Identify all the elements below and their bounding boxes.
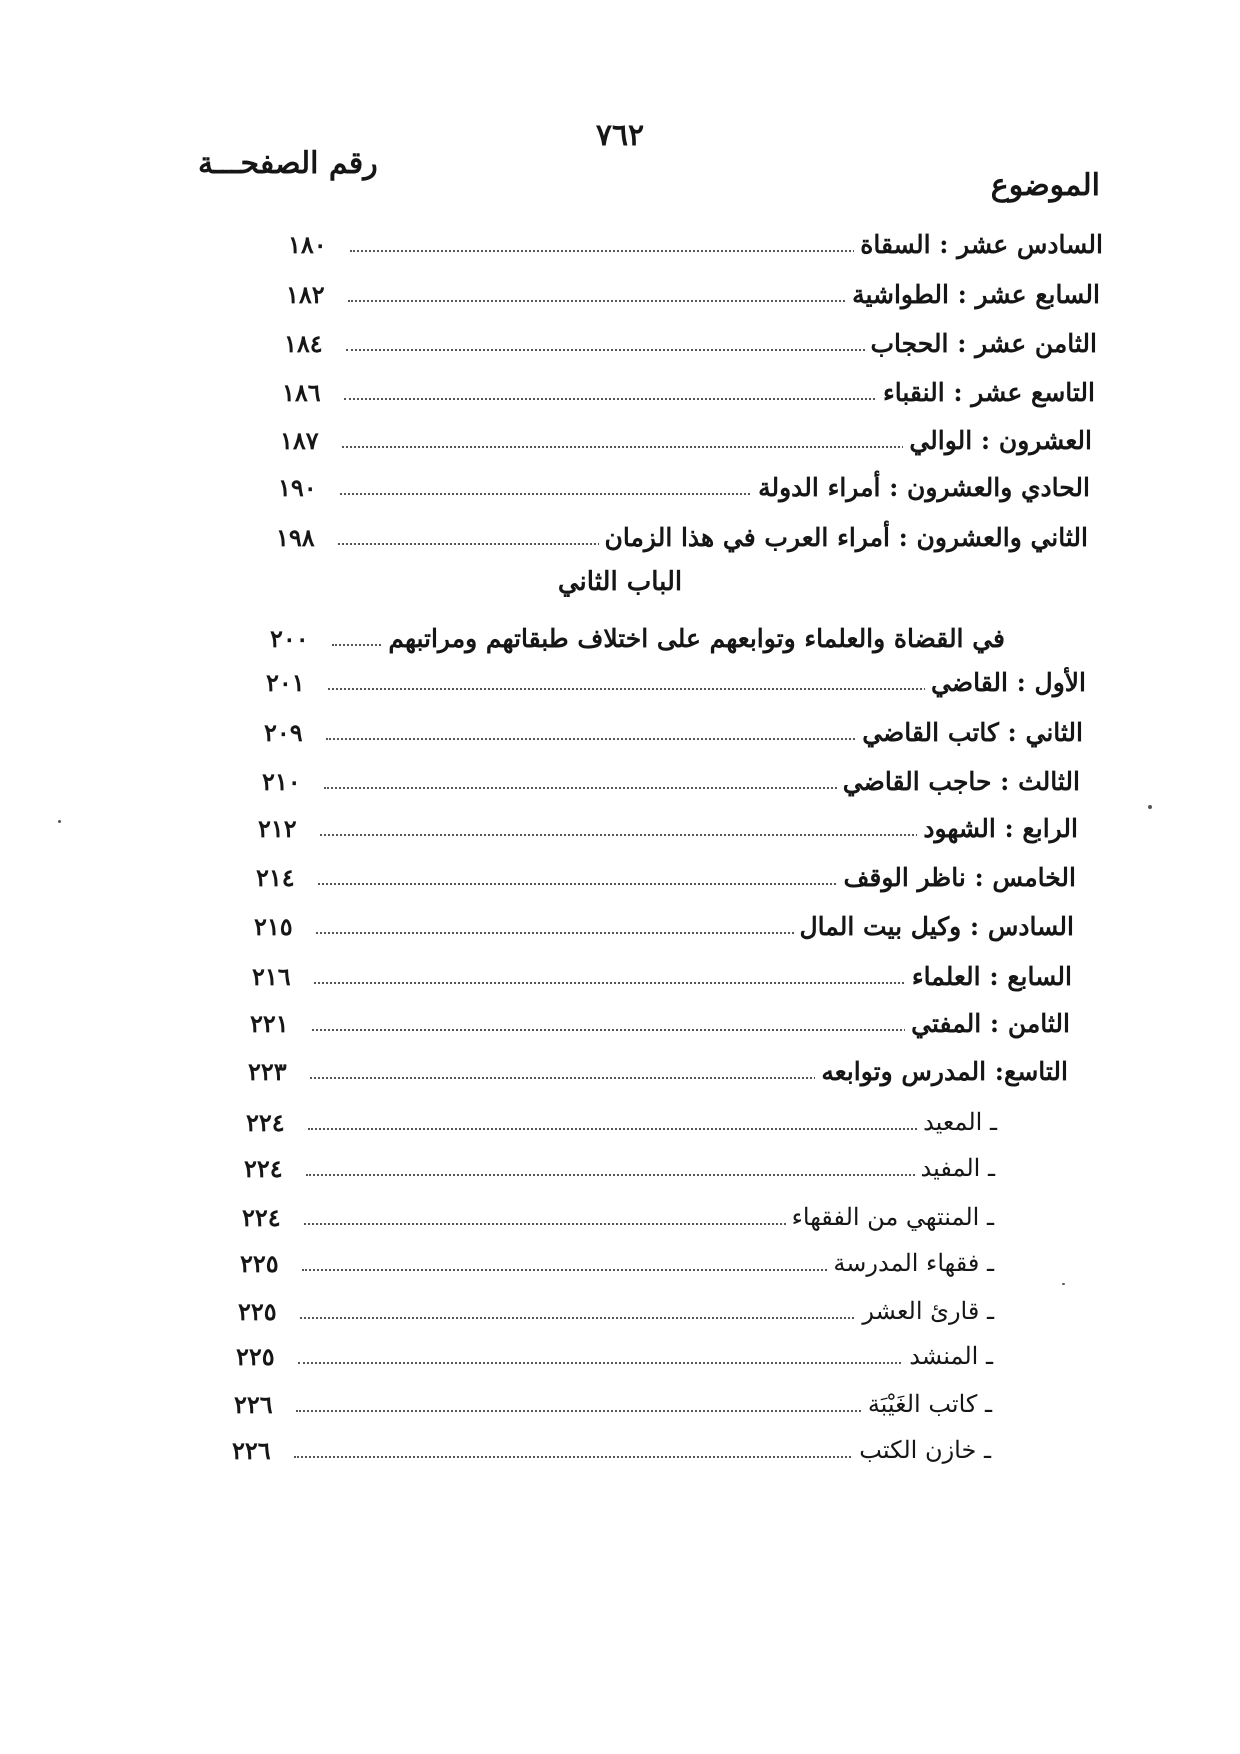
toc-entry-title: السادس : وكيل بيت المال [794, 912, 1074, 941]
toc-entry-title: ـ خازن الكتب [853, 1436, 991, 1464]
toc-entry [250, 1009, 1070, 1049]
toc-entry [242, 1203, 994, 1243]
toc-entry [276, 523, 1088, 563]
dot-leader [298, 1362, 993, 1364]
page-number: ٧٦٢ [595, 118, 645, 153]
toc-entry-title: السابع عشر : الطواشية [846, 280, 1100, 309]
toc-entry [280, 426, 1092, 466]
toc-entry [236, 1342, 993, 1382]
toc-entry-page: ١٨٧ [280, 426, 319, 455]
toc-entry [244, 1154, 995, 1194]
toc-entry [278, 473, 1090, 513]
toc-entry [266, 668, 1086, 708]
toc-entry-title: الثامن : المفتي [905, 1009, 1070, 1038]
toc-entry-title: التاسع عشر : النقباء [877, 378, 1095, 407]
page-column-header: رقم الصفحـــة [198, 146, 378, 181]
toc-entry [254, 912, 1074, 952]
toc-entry-page: ١٩٠ [278, 473, 317, 502]
toc-entry [234, 1390, 992, 1430]
toc-entry-page: ٢٢٤ [244, 1154, 283, 1183]
toc-entry-title: الخامس : ناظر الوقف [838, 863, 1077, 892]
toc-entry-title: السادس عشر : السقاة [854, 230, 1103, 259]
toc-entry [288, 230, 1103, 270]
toc-entry-page: ٢٢٥ [236, 1342, 275, 1371]
toc-entry-title: ـ المنشد [903, 1342, 993, 1370]
toc-entry-page: ٢٢٥ [240, 1249, 279, 1278]
toc-entry-title: الثالث : حاجب القاضي [837, 767, 1080, 796]
toc-entry-page: ٢١٢ [258, 814, 297, 843]
toc-entry-title: ـ المفيد [915, 1154, 996, 1182]
toc-entry [282, 378, 1095, 418]
toc-entry-page: ١٨٠ [288, 230, 327, 259]
toc-entry-page: ٢٢٤ [246, 1108, 285, 1137]
toc-entry [284, 329, 1097, 369]
toc-entry-title: الرابع : الشهود [917, 814, 1078, 843]
toc-entry [286, 280, 1100, 320]
dot-leader [306, 1174, 995, 1176]
toc-entry-page: ٢٢١ [250, 1009, 289, 1038]
toc-entry-page: ٢١٦ [252, 962, 291, 991]
toc-entry [256, 863, 1076, 903]
toc-entry [252, 962, 1072, 1002]
subject-column-header: الموضوع [990, 168, 1100, 203]
toc-entry-page: ٢٢٦ [232, 1436, 271, 1465]
toc-entry-page: ٢٠٠ [270, 624, 309, 653]
toc-entry-page: ٢٢٥ [238, 1297, 277, 1326]
toc-entry-page: ١٨٢ [286, 280, 325, 309]
toc-entry-title: الثاني : كاتب القاضي [856, 718, 1083, 747]
toc-entry-title: الحادي والعشرون : أمراء الدولة [752, 473, 1090, 502]
toc-entry-title: ـ فقهاء المدرسة [827, 1249, 994, 1277]
toc-entry-page: ٢٢٣ [248, 1057, 287, 1086]
toc-entry-page: ١٩٨ [276, 523, 315, 552]
toc-entry-title: الأول : القاضي [925, 668, 1086, 697]
toc-entry-page: ٢١٠ [262, 767, 301, 796]
toc-entry-page: ٢٢٦ [234, 1390, 273, 1419]
toc-entry [262, 767, 1080, 807]
toc-entry-title: ـ المنتهي من الفقهاء [786, 1203, 994, 1231]
toc-entry-page: ١٨٤ [284, 329, 323, 358]
toc-entry [264, 718, 1083, 758]
toc-entry-title: ـ المعيد [917, 1108, 997, 1136]
toc-entry [240, 1249, 994, 1289]
toc-entry-title: ـ كاتب الغَيْبَة [862, 1390, 992, 1418]
toc-entry-page: ٢١٤ [256, 863, 295, 892]
toc-entry [238, 1297, 994, 1337]
toc-entry [248, 1057, 1068, 1097]
toc-entry-title: الثاني والعشرون : أمراء العرب في هذا الزمان [599, 523, 1088, 552]
toc-entry-page: ١٨٦ [282, 378, 321, 407]
toc-entry [232, 1436, 991, 1476]
toc-entry-page: ٢٢٤ [242, 1203, 281, 1232]
toc-entry-title: التاسع: المدرس وتوابعه [815, 1057, 1068, 1086]
toc-entry-page: ٢٠٩ [264, 718, 303, 747]
toc-entry [246, 1108, 997, 1148]
toc-entry-title: الثامن عشر : الحجاب [865, 329, 1098, 358]
toc-entry-title: السابع : العلماء [906, 962, 1072, 991]
toc-entry [258, 814, 1078, 854]
toc-entry-page: ٢٠١ [266, 668, 305, 697]
toc-entry-title: العشرون : الوالي [903, 426, 1092, 455]
dot-leader [308, 1128, 997, 1130]
toc-entry-title: في القضاة والعلماء وتوابعهم على اختلاف طبقاتهم ومراتبهم [382, 624, 1005, 653]
section-heading: الباب الثاني [557, 567, 683, 597]
toc-entry [270, 624, 1005, 664]
toc-entry-title: ـ قارئ العشر [856, 1297, 994, 1325]
toc-entry-page: ٢١٥ [254, 912, 293, 941]
